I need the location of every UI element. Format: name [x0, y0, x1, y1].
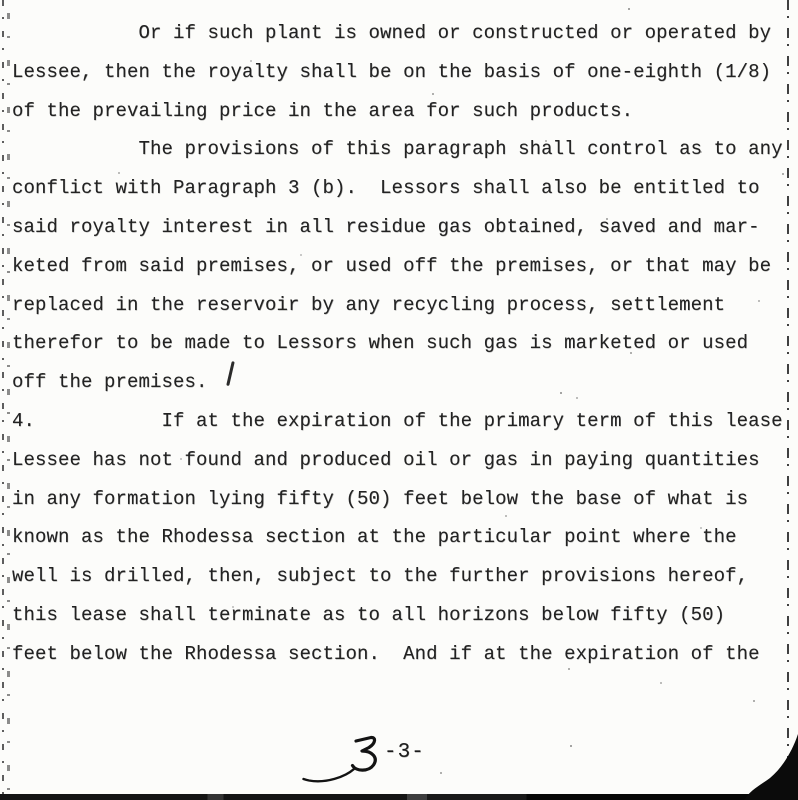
document-line: 4. If at the expiration of the primary term of this lease [12, 409, 783, 432]
document-line: therefor to be made to Lessors when such gas is marketed or used [12, 332, 749, 355]
document-line: keted from said premises, or used off the premises, or that may be [12, 254, 772, 277]
scan-edge-left-marks [7, 0, 10, 800]
scan-noise-specks [0, 0, 2, 2]
document-line: Or if such plant is owned or constructed or operated by [12, 22, 772, 44]
scan-bottom-bar [0, 794, 798, 800]
document-text [12, 14, 792, 674]
document-line: The provisions of this paragraph shall control as to any [12, 138, 783, 161]
scan-corner-shadow [738, 730, 798, 800]
document-line: well is drilled, then, subject to the further provisions hereof, [12, 565, 749, 588]
document-line: this lease shall terminate as to all horizons below fifty (50) [12, 603, 726, 626]
page-number: -3- [384, 741, 425, 764]
scan-edge-left-line [2, 0, 4, 800]
document-line: feet below the Rhodessa section. And if at the expiration of the [12, 642, 760, 665]
scan-edge-right-line [787, 0, 789, 800]
document-line: replaced in the reservoir by any recycling process, settlement [12, 293, 726, 316]
document-line: Lessee has not found and produced oil or gas in paying quantities [12, 448, 760, 471]
document-line: conflict with Paragraph 3 (b). Lessors shall also be entitled to [12, 177, 760, 200]
document-line: said royalty interest in all residue gas obtained, saved and mar- [12, 215, 760, 238]
document-line: of the prevailing price in the area for such products. [12, 99, 634, 122]
document-line: off the premises. [12, 371, 208, 394]
document-line: known as the Rhodessa section at the particular point where the [12, 526, 737, 549]
document-line: in any formation lying fifty (50) feet below the base of what is [12, 487, 749, 510]
handwritten-numeral-3 [300, 732, 385, 788]
document-line: Lessee, then the royalty shall be on the basis of one-eighth (1/8) [12, 60, 772, 83]
